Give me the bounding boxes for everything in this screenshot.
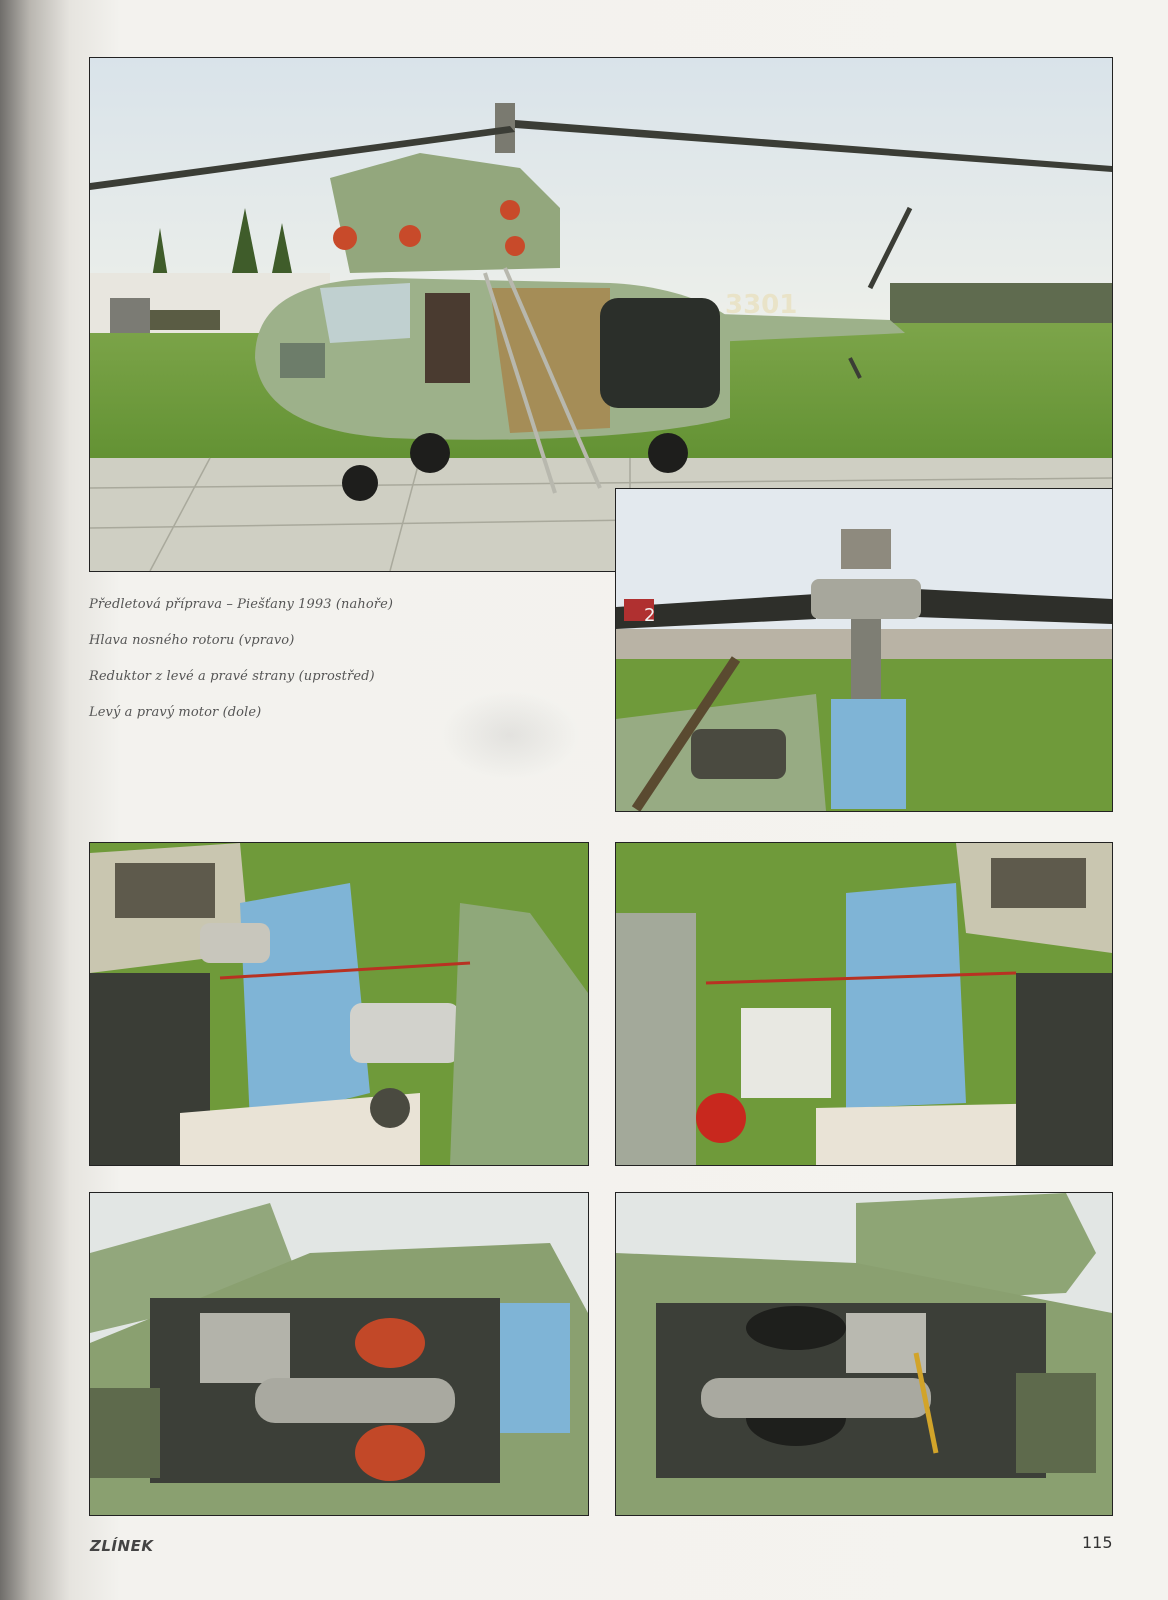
caption-engines: Levý a pravý motor (dole) [89, 705, 262, 720]
photo-rotor-head [615, 488, 1113, 812]
aircraft-code-text: 3301 [725, 290, 798, 320]
page-number: 115 [1082, 1533, 1113, 1552]
photo-gearbox-left [89, 842, 589, 1166]
caption-rotor-head: Hlava nosného rotoru (vpravo) [89, 633, 295, 648]
rotor-blade-number-text: 2 [644, 605, 656, 626]
caption-gearbox: Reduktor z levé a pravé strany (uprostřed) [89, 669, 375, 684]
paper-smudge [440, 690, 580, 780]
magazine-name: ZLÍNEK [90, 1537, 154, 1555]
photo-engine-right [615, 1192, 1113, 1516]
photo-gearbox-right [615, 842, 1113, 1166]
caption-preflight: Předletová příprava – Piešťany 1993 (nahoře) [89, 597, 394, 612]
photo-engine-left [89, 1192, 589, 1516]
